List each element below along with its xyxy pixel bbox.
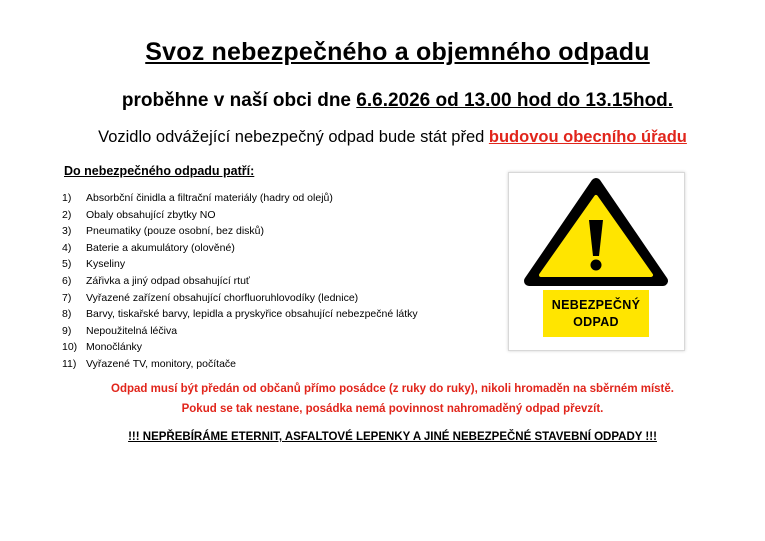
- item-text: Absorbční činidla a filtrační materiály (hadry od olejů): [86, 192, 333, 204]
- refusal-note: Pokud se tak nestane, posádka nemá povinnost nahromaděný odpad převzít.: [181, 403, 604, 415]
- sign-line-2: ODPAD: [573, 314, 619, 329]
- item-number: 2): [62, 208, 72, 221]
- item-number: 8): [62, 308, 72, 321]
- item-text: Pneumatiky (pouze osobní, bez disků): [86, 225, 265, 238]
- location-line: [0, 128, 765, 147]
- item-text: Monočlánky: [86, 341, 143, 354]
- list-item: [62, 324, 418, 341]
- list-item: [62, 224, 418, 241]
- sign-label: [543, 290, 649, 337]
- date-line-prefix: proběhne v naší obci dne: [121, 90, 357, 111]
- item-number: 11): [62, 357, 77, 370]
- item-text: Nepoužitelná léčiva: [86, 324, 178, 337]
- item-text: Obaly obsahující zbytky NO: [86, 208, 216, 221]
- item-number: 9): [62, 324, 72, 337]
- item-text: Kyseliny: [86, 258, 126, 271]
- item-number: 5): [62, 258, 72, 271]
- page-title: Svoz nebezpečného a objemného odpadu: [145, 38, 650, 66]
- item-text: Baterie a akumulátory (olověné): [86, 241, 235, 254]
- list-item: [62, 241, 418, 258]
- list-item: [62, 208, 418, 225]
- list-item: [62, 191, 418, 208]
- location-place: budovou obecního úřadu: [488, 128, 687, 146]
- list-item: [62, 357, 418, 374]
- item-text: Vyřazené TV, monitory, počítače: [86, 357, 236, 370]
- date-line: [0, 90, 765, 112]
- item-number: 7): [62, 291, 72, 304]
- item-number: 6): [62, 274, 72, 287]
- list-item: [62, 291, 418, 308]
- item-text: Zářivka a jiný odpad obsahující rtuť: [86, 274, 250, 287]
- date-time: 6.6.2026 od 13.00 hod do 13.15hod.: [356, 90, 674, 111]
- item-number: 3): [62, 225, 72, 238]
- sign-line-1: NEBEZPEČNÝ: [551, 297, 641, 312]
- list-heading: Do nebezpečného odpadu patří:: [64, 164, 255, 178]
- hazard-sign: [508, 172, 685, 351]
- list-item: [62, 307, 418, 324]
- handover-note: Odpad musí být předán od občanů přímo posádce (z ruky do ruky), nikoli hromaděn na sběrném místě.: [111, 383, 674, 395]
- item-text: Barvy, tiskařské barvy, lepidla a pryskyřice obsahující nebezpečné látky: [86, 308, 418, 321]
- item-number: 4): [62, 241, 72, 254]
- location-line-prefix: Vozidlo odvážející nebezpečný odpad bude stát před: [98, 128, 489, 146]
- list-item: [62, 257, 418, 274]
- exclusion-note: !!! NEPŘEBÍRÁME ETERNIT, ASFALTOVÉ LEPENKY A JINÉ NEBEZPEČNÉ STAVEBNÍ ODPADY !!!: [128, 431, 657, 443]
- list-item: [62, 274, 418, 291]
- item-number: 1): [62, 192, 72, 204]
- list-item: [62, 340, 418, 357]
- item-number: 10): [62, 341, 78, 354]
- item-text: Vyřazené zařízení obsahující chorfluoruhlovodíky (lednice): [86, 291, 359, 304]
- waste-list: [62, 191, 418, 374]
